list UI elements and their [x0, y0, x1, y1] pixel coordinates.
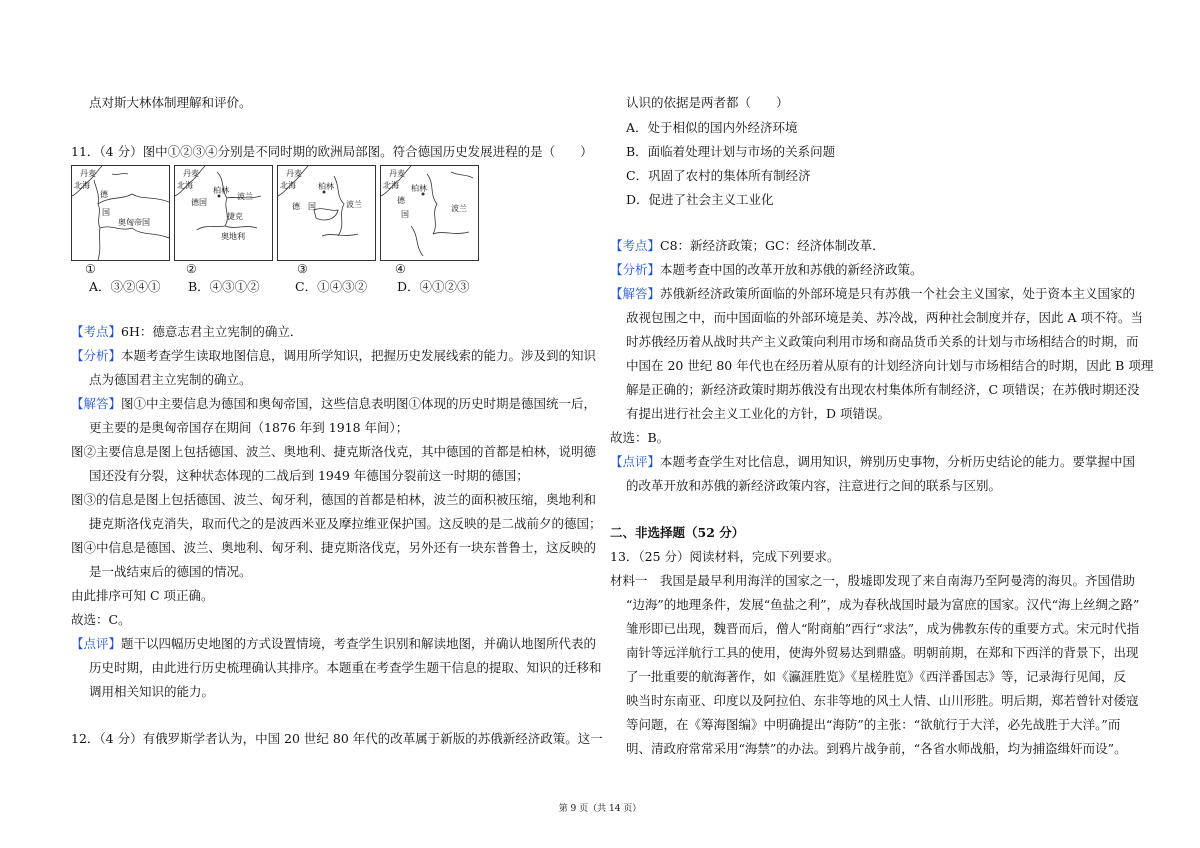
q12-stem-cont: 认识的依据是两者都（ ） [626, 95, 789, 110]
q11-jieda-line4: 国还没有分裂，这种状态体现的二战后到 1949 年德国分裂前这一时期的德国； [89, 468, 529, 483]
map-3-label-northsea: 北海 [280, 181, 296, 190]
top-line: 点对斯大林体制理解和评价。 [89, 95, 252, 110]
map-2 [174, 165, 273, 261]
q13-stem: 13．（25 分）阅读材料，完成下列要求。 [610, 549, 840, 564]
map-4-label-berlin: 柏林 [411, 184, 427, 193]
q13-material-1-line6: 映当时东南亚、印度以及阿拉伯、东非等地的风土人情、山川形胜。明后期，郑若曾针对倭寇 [626, 693, 1139, 708]
q11-dianping-line2: 历史时期，由此进行历史梳理确认其排序。本题重在考查学生题干信息的提取、知识的迁移和 [89, 660, 602, 675]
q11-jieda-line8: 是一战结束后的德国的情况。 [89, 564, 252, 579]
q11-jieda-line3: 图②主要信息是图上包括德国、波兰、奥地利、捷克斯洛伐克，其中德国的首都是柏林，说明德 [71, 444, 597, 459]
q11-fenxi-line2: 点为德国君主立宪制的确立。 [89, 372, 252, 387]
q11-dianping-text: 题干以四幅历史地图的方式设置情境，考查学生识别和解读地图，并确认地图所代表的 [121, 636, 597, 651]
q11-jieda [71, 395, 596, 412]
q11-fenxi [71, 347, 596, 364]
q12-jieda-line4: 中国在 20 世纪 80 年代也在经历着从原有的计划经济向计划与市场相结合的时期，因此 B 项理 [626, 358, 1154, 373]
map-1-label-northsea: 北海 [74, 181, 90, 190]
map-2-label-northsea: 北海 [177, 181, 193, 190]
q12-jieda-line6: 有提出进行社会主义工业化的方针，D 项错误。 [626, 406, 890, 421]
map-3-number: ③ [297, 262, 308, 276]
q11-kaodian [71, 323, 302, 340]
q11-dianping-line3: 调用相关知识的能力。 [89, 684, 215, 699]
q12-jieda-line5: 解是正确的；新经济政策时期苏俄没有出现农村集体所有制经济，C 项错误；在苏俄时期还没 [626, 382, 1140, 397]
map-4-label-poland: 波兰 [451, 204, 467, 213]
q11-fenxi-text: 本题考查学生读取地图信息，调用所学知识，把握历史发展线索的能力。涉及到的知识 [121, 348, 597, 363]
q11-option-c: C．①④③② [295, 279, 368, 294]
q11-stem: 11．（4 分）图中①②③④分别是不同时期的欧洲局部图。符合德国历史发展进程的是（ ） [71, 144, 593, 159]
map-3-label-denmark: 丹麦 [286, 169, 302, 178]
q11-jieda-line9: 由此排序可知 C 项正确。 [71, 588, 214, 603]
map-3-label-berlin: 柏林 [318, 182, 334, 191]
q12-fenxi [610, 261, 923, 278]
q13-material-1-line5: 了一批重要的航海著作，如《瀛涯胜览》《星槎胜览》《西洋番国志》等，记录海行见闻，反 [626, 669, 1127, 684]
q12-option-c: C．巩固了农村的集体所有制经济 [626, 168, 811, 183]
q12-jieda-line2: 敌视包围之中，而中国面临的外部环境是美、苏冷战，两种社会制度并存，因此 A 项不符。当 [626, 310, 1143, 325]
q12-option-d: D．促进了社会主义工业化 [626, 192, 774, 207]
map-4 [380, 165, 479, 261]
q11-jieda-line6: 捷克斯洛伐克消失，取而代之的是波西米亚及摩拉维亚保护国。这反映的是二战前夕的德国； [89, 516, 602, 531]
q13-material-1-line4: 南针等远洋航行工具的使用，使海外贸易达到鼎盛。明朝前期，在郑和下西洋的背景下，出现 [626, 645, 1139, 660]
q11-jieda-line7: 图④中信息是德国、波兰、奥地利、匈牙利、捷克斯洛伐克，另外还有一块东普鲁士，这反映的 [71, 540, 597, 555]
q12-dianping-line2: 的改革开放和苏俄的新经济政策内容，注意进行之间的联系与区别。 [626, 478, 1002, 493]
map-2-label-czech: 捷克 [227, 212, 243, 221]
q12-kaodian-tag: 【考点】 [610, 238, 661, 253]
q12-dianping-tag: 【点评】 [610, 454, 661, 469]
q12-dianping-text: 本题考查学生对比信息，调用知识，辨别历史事物，分析历史结论的能力。要掌握中国 [660, 454, 1136, 469]
q12-jieda-line3: 时苏俄经历着从战时共产主义政策向利用市场和商品货币关系的计划与市场相结合的时期，而 [626, 334, 1139, 349]
map-1-number: ① [85, 262, 96, 276]
q11-jieda-tag: 【解答】 [71, 396, 122, 411]
map-4-label-de: 德 [397, 196, 405, 205]
map-1 [71, 165, 170, 261]
q12-stem: 12．（4 分）有俄罗斯学者认为，中国 20 世纪 80 年代的改革属于新版的苏俄新经济政策。这一 [71, 731, 603, 746]
map-4-number: ④ [395, 262, 406, 276]
q13-material-1-line2: “边海”的地理条件，发展“鱼盐之利”，成为春秋战国时最为富庶的国家。汉代“海上丝绸之路” [626, 597, 1140, 612]
q11-dianping [71, 635, 596, 652]
q13-material-1-line7: 等问题，在《筹海图编》中明确提出“海防”的主张：“欲航行于大洋，必先战胜于大洋。”而 [626, 717, 1121, 732]
map-1-label-guo: 国 [102, 208, 110, 217]
q12-option-a: A．处于相似的国内外经济环境 [626, 120, 798, 135]
map-3-label-germany: 德 国 [292, 202, 316, 211]
q11-answer: 故选：C。 [71, 612, 131, 627]
q11-kaodian-tag: 【考点】 [71, 324, 122, 339]
map-2-number: ② [186, 262, 197, 276]
q12-fenxi-tag: 【分析】 [610, 262, 661, 277]
q12-jieda-tag: 【解答】 [610, 286, 661, 301]
map-4-label-denmark: 丹麦 [389, 169, 405, 178]
q12-answer: 故选：B。 [610, 430, 670, 445]
q11-map-group [71, 165, 481, 261]
q11-option-d: D．④①②③ [397, 279, 470, 294]
q11-jieda-text: 图①中主要信息为德国和奥匈帝国，这些信息表明图①体现的历史时期是德国统一后， [121, 396, 597, 411]
q11-fenxi-tag: 【分析】 [71, 348, 122, 363]
map-2-label-denmark: 丹麦 [183, 169, 199, 178]
section-2-heading: 二、非选择题（52 分） [610, 525, 745, 540]
q11-option-a: A．③②④① [89, 279, 161, 294]
q11-option-b: B．④③①② [188, 279, 260, 294]
q11-jieda-line5: 图③的信息是图上包括德国、波兰、匈牙利，德国的首都是柏林，波兰的面积被压缩，奥地利和 [71, 492, 597, 507]
q12-kaodian [610, 237, 885, 254]
map-4-label-guo: 国 [401, 210, 409, 219]
q12-jieda-text: 苏俄新经济政策所面临的外部环境是只有苏俄一个社会主义国家，处于资本主义国家的 [660, 286, 1136, 301]
q13-material-1-line1: 材料一 我国是最早利用海洋的国家之一，殷墟即发现了来自南海乃至阿曼湾的海贝。齐国借助 [610, 573, 1136, 588]
page-footer: 第 9 页（共 14 页） [558, 804, 642, 814]
q12-option-b: B．面临着处理计划与市场的关系问题 [626, 144, 836, 159]
map-1-label-de: 德 [100, 190, 108, 199]
map-3 [277, 165, 376, 261]
map-2-label-poland: 波兰 [237, 192, 253, 201]
q13-material-1-line8: 明、清政府常常采用“海禁”的办法。到鸦片战争前，“各省水师战船，均为捕盗缉奸而设”。 [626, 741, 1127, 756]
q11-dianping-tag: 【点评】 [71, 636, 122, 651]
map-1-label-austria-hungary: 奥匈帝国 [118, 218, 150, 227]
q12-dianping [610, 453, 1135, 470]
q11-kaodian-text: 6H：德意志君主立宪制的确立． [121, 324, 303, 339]
q11-jieda-line2: 更主要的是奥匈帝国存在期间（1876 年到 1918 年间）； [89, 420, 409, 435]
map-2-label-austria: 奥地利 [221, 232, 245, 241]
q13-material-1-line3: 雏形即已出现，魏晋而后，僧人“附商舶”西行“求法”，成为佛教东传的重要方式。宋元时代指 [626, 621, 1140, 636]
map-2-label-berlin: 柏林 [213, 186, 229, 195]
map-4-label-northsea: 北海 [383, 181, 399, 190]
q12-jieda [610, 285, 1135, 302]
q12-fenxi-text: 本题考查中国的改革开放和苏俄的新经济政策。 [660, 262, 923, 277]
map-1-label-denmark: 丹麦 [80, 169, 96, 178]
map-2-label-germany: 德国 [191, 198, 207, 207]
map-3-label-poland: 波兰 [346, 200, 362, 209]
q12-kaodian-text: C8：新经济政策；GC：经济体制改革． [660, 238, 885, 253]
